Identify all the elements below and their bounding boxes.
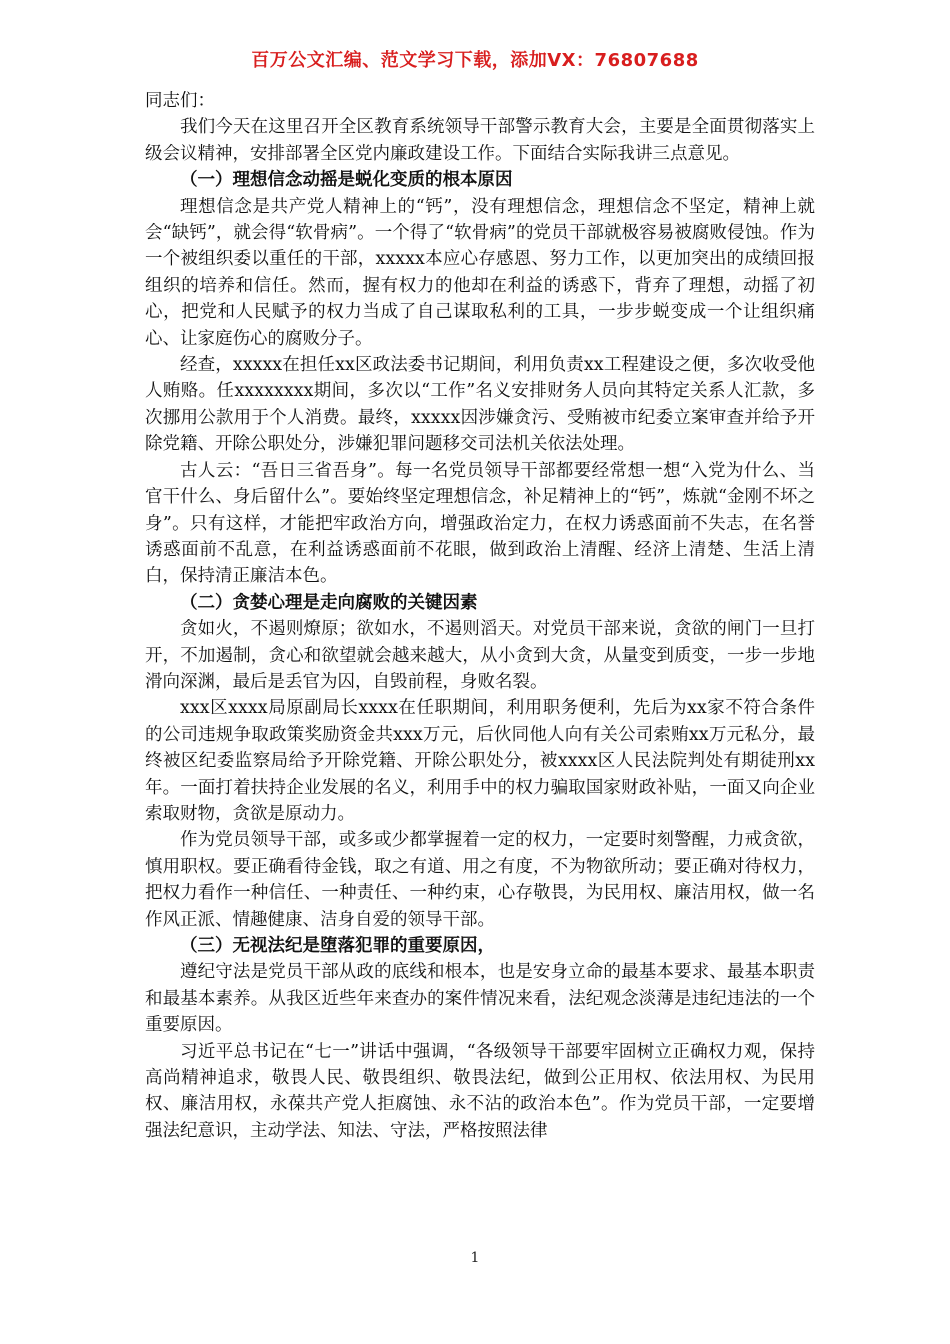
section-1-heading: （一）理想信念动摇是蜕化变质的根本原因: [180, 170, 513, 191]
section-3-paragraph-1: 遵纪守法是党员干部从政的底线和根本，也是安身立命的最基本要求、最基本职责和最基本素养。从我区近些年来查办的案件情况来看，法纪观念淡薄是违纪违法的一个重要原因。: [145, 962, 815, 1036]
section-2-paragraph-1: 贪如火，不遏则燎原；欲如水，不遏则滔天。对党员干部来说，贪欲的闸门一旦打开，不加遏制，贪心和欲望就会越来越大，从小贪到大贪，从量变到质变，一步一步地滑向深渊，最后是丢官为囚，自毁前程，身败名裂。: [145, 619, 815, 692]
section-3-paragraph-2: 习近平总书记在“七一”讲话中强调，“各级领导干部要牢固树立正确权力观，保持高尚精神追求，敬畏人民、敬畏组织、敬畏法纪，做到公正用权、依法用权、为民用权、廉洁用权，永葆共产党人拒腐蚀、永不沾的政治本色”。作为党员干部，一定要增强法纪意识，主动学法、知法、守法，严格按照法律: [145, 1041, 815, 1141]
page-number: 1: [470, 1250, 480, 1266]
section-2-heading: （二）贪婪心理是走向腐败的关键因素: [180, 592, 478, 613]
section-1-paragraph-1: 理想信念是共产党人精神上的“钙”，没有理想信念，理想信念不坚定，精神上就会“缺钙”，就会得“软骨病”。一个得了“软骨病”的党员干部就极容易被腐败侵蚀。作为一个被组织委以重任的干部，xxxxx本应心存感恩、努力工作，以更加突出的成绩回报组织的培养和信任。然而，握有权力的他却在利益的诱惑下，背弃了理想，动摇了初心，把党和人民赋予的权力当成了自己谋取私利的工具，一步步蜕变成一个让组织痛心、让家庭伤心的腐败分子。: [145, 196, 815, 349]
download-banner: 百万公文汇编、范文学习下载，添加VX：76807688: [251, 50, 699, 71]
section-2-paragraph-2: xxx区xxxx局原副局长xxxx在任职期间，利用职务便利，先后为xx家不符合条件的公司违规争取政策奖励资金共xxx万元，后伙同他人向有关公司索贿xx万元私分，最终被区纪委监察局给予开除党籍、开除公职处分，被xxxx区人民法院判处有期徒刑xx年。一面打着扶持企业发展的名义，利用手中的权力骗取国家财政补贴，一面又向企业索取财物，贪欲是原动力。: [145, 698, 815, 824]
section-3-heading: （三）无视法纪是堕落犯罪的重要原因，: [180, 936, 495, 956]
section-1-paragraph-3: 古人云：“吾日三省吾身”。每一名党员领导干部都要经常想一想“入党为什么、当官干什么、身后留什么”。要始终坚定理想信念，补足精神上的“钙”，炼就“金刚不坏之身”。只有这样，才能把牢政治方向，增强政治定力，在权力诱惑面前不失志，在名誉诱惑面前不乱意，在利益诱惑面前不花眼，做到政治上清醒、经济上清楚、生活上清白，保持清正廉洁本色。: [145, 460, 815, 587]
section-1-paragraph-2: 经查，xxxxx在担任xx区政法委书记期间，利用负责xx工程建设之便，多次收受他人贿赂。任xxxxxxxx期间，多次以“工作”名义安排财务人员向其特定关系人汇款，多次挪用公款用于个人消费。最终，xxxxx因涉嫌贪污、受贿被市纪委立案审查并给予开除党籍、开除公职处分，涉嫌犯罪问题移交司法机关依法处理。: [145, 355, 815, 455]
intro-paragraph: 我们今天在这里召开全区教育系统领导干部警示教育大会，主要是全面贯彻落实上级会议精神，安排部署全区党内廉政建设工作。下面结合实际我讲三点意见。: [145, 117, 815, 164]
section-2-paragraph-3: 作为党员领导干部，或多或少都掌握着一定的权力，一定要时刻警醒，力戒贪欲，慎用职权。要正确看待金钱，取之有道、用之有度，不为物欲所动；要正确对待权力，把权力看作一种信任、一种责任、一种约束，心存敬畏，为民用权、廉洁用权，做一名作风正派、情趣健康、洁身自爱的领导干部。: [145, 830, 815, 930]
document-body: [145, 88, 815, 1144]
greeting: 同志们：: [145, 91, 215, 111]
